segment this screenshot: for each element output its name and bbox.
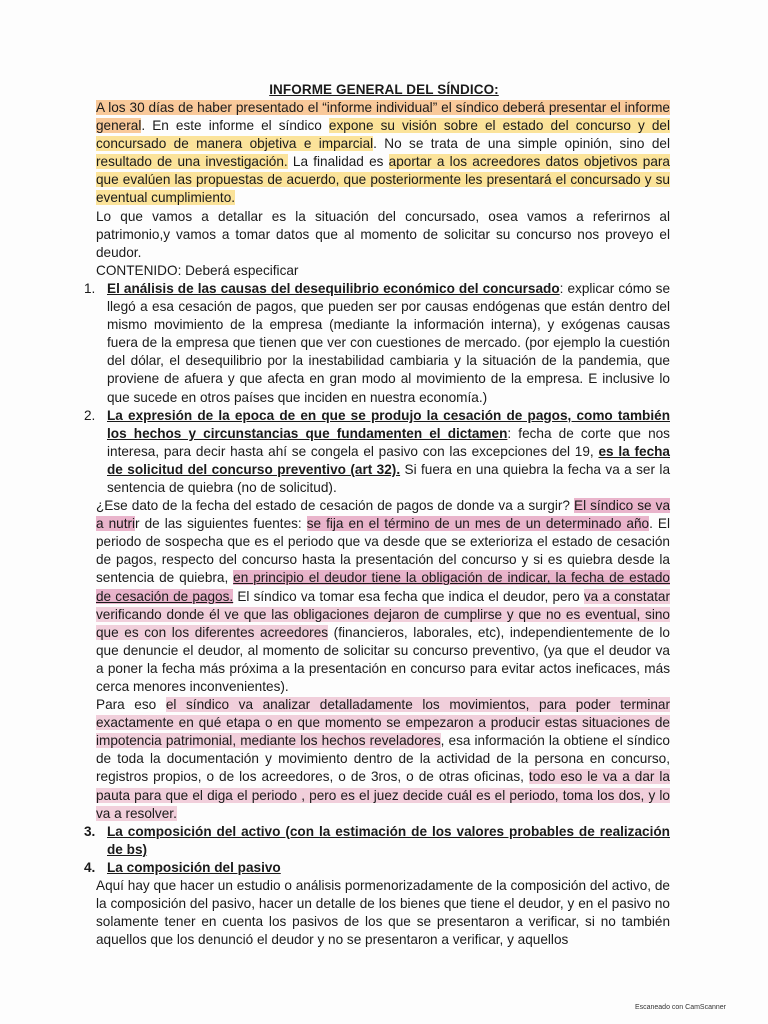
paragraph-pasivo: Aquí hay que hacer un estudio o análisis pormenorizadamente de la composición del activo, de la composición del pasivo, hacer un detalle de los bienes que tiene el deudor, y en el pasivo no solamente tener en cuenta los pasivos de los que se presentaron a verificar, si no también aquellos que los denunció el deudor y no se presentaron a verificar, y aquellos: [96, 878, 670, 948]
item-1-text: : explicar cómo se llegó a esa cesación de pagos, que pueden ser por causas endógenas que están dentro del mismo movimiento de la empresa (mediante la información interna), y exógenas causas fuera de la empresa que tienen que ver con cuestiones de mercado. (por ejemplo la cuestión del dólar, el desequilibrio por la inestabilidad cambiaria y la situación de la pandemia, que proviene de afuera y que afecta en gran modo al movimiento de la empresa. E inclusive lo que sucede en otros países que inciden en nuestra economía.): [107, 280, 670, 405]
item-2-underlined: es la fecha de solicitud del concurso preventivo (art 32).: [107, 443, 670, 477]
analisis-text-1: Para eso: [96, 697, 166, 713]
highlight-intro-7: aportar a los acreedores datos objetivos para que evalúen las propuestas de acuerdo, que posteriormente les presentará el concursado y su eventual cumplimiento.: [96, 154, 670, 206]
item-2-text-2: Si fuera en una quiebra la fecha va a ser la sentencia de quiebra (no de solicitud).: [107, 461, 670, 495]
paragraph-analisis: [96, 696, 670, 823]
item-2-text-1: : fecha de corte que nos interesa, para decir hasta ahí se congela el pasivo con las excepciones del 19,: [107, 425, 670, 459]
paragraph-fecha: [96, 497, 670, 696]
list-item-3: [84, 823, 670, 859]
item-2-heading: La expresión de la epoca de en que se produjo la cesación de pagos, como también los hechos y circunstancias que fundamenten el dictamen: [107, 407, 670, 441]
highlight-analisis-4: todo eso le va a dar la pauta para que el diga el periodo , pero es el juez decide cuál es el periodo, toma los dos, y lo va a resolver.: [96, 769, 670, 821]
highlight-fecha-6: en principio el deudor tiene la obligación de indicar, la fecha de estado de cesación de pagos.: [96, 570, 670, 604]
intro-paragraph: [96, 99, 670, 208]
list-item-1: [84, 280, 670, 407]
fecha-text-9: (financieros, laborales, etc), independientemente de lo que denuncie el deudor, al momento de solicitar su concurso preventivo, (ya que el deudor va a poner la fecha más próxima a la presentación en concurso para evitar actos ineficaces, más cerca menores inconvenientes).: [96, 624, 670, 694]
intro-text-2: . En este informe el síndico: [141, 118, 329, 134]
highlight-intro-3: expone su visión sobre el estado del concurso y del concursado de manera objetiva e imparcial: [96, 118, 670, 152]
highlight-fecha-2: El síndico se va a nutri: [96, 498, 671, 532]
list-number-1: 1.: [84, 280, 96, 296]
list-item-2: [84, 407, 670, 497]
list-number-2: 2.: [84, 407, 96, 423]
highlight-intro-1: A los 30 días de haber presentado el “informe individual” el síndico deberá presentar el informe general: [96, 100, 670, 134]
paragraph-patrimonio: Lo que vamos a detallar es la situación del concursado, osea vamos a referirnos al patrimonio,y vamos a tomar datos que al momento de solicitar su concurso nos proveyo el deudor.: [96, 208, 670, 260]
fecha-text-1: ¿Ese dato de la fecha del estado de cesación de pagos de donde va a surgir?: [96, 498, 575, 514]
list-item-4: [84, 859, 670, 877]
item-3-heading: La composición del activo (con la estimación de los valores probables de realización de bs): [107, 823, 670, 857]
item-4-heading: La composición del pasivo: [107, 859, 281, 875]
intro-text-6: La finalidad es: [287, 154, 389, 170]
scanner-watermark: Escaneado con CamScanner: [634, 1004, 726, 1011]
list-number-3: 3.: [84, 823, 96, 839]
highlight-fecha-4: se fija en el término de un mes de un determinado año: [306, 516, 650, 532]
fecha-text-3: r de las siguientes fuentes:: [135, 516, 307, 532]
intro-text-4: . No se trata de una simple opinión, sino del: [373, 136, 670, 152]
highlight-analisis-2: el síndico va analizar detalladamente los movimientos, para poder terminar exactamente en qué etapa o en que momento se empezaron a producir estas situaciones de impotencia patrimonial, mediante los hechos reveladores: [96, 697, 670, 749]
fecha-text-5: . El periodo de sospecha que es el periodo que va desde que se exterioriza el estado de cesación de pagos, respecto del concurso hasta la presentación del concurso y si es quiebra desde la sentencia de quiebra,: [96, 516, 670, 586]
contenido-label: CONTENIDO: Deberá especificar: [96, 262, 299, 278]
list-number-4: 4.: [84, 859, 96, 875]
highlight-intro-5: resultado de una investigación.: [96, 154, 288, 170]
document-body: [84, 99, 671, 949]
analisis-text-3: , esa información la obtiene el síndico de toda la documentación y movimiento dentro de la actividad de la persona en concurso, registros propios, o de los acreedores, o de 3ros, o de otras oficinas,: [96, 733, 670, 785]
item-1-heading: El análisis de las causas del desequilibrio económico del concursado: [107, 280, 560, 296]
fecha-text-7: El síndico va tomar esa fecha que indica el deudor, pero: [233, 588, 584, 604]
highlight-fecha-8: va a constatar verificando donde él ve que las obligaciones dejaron de cumplirse y que no es eventual, sino que es con los diferentes acreedores: [96, 588, 670, 640]
document-title: INFORME GENERAL DEL SÍNDICO:: [269, 82, 499, 97]
